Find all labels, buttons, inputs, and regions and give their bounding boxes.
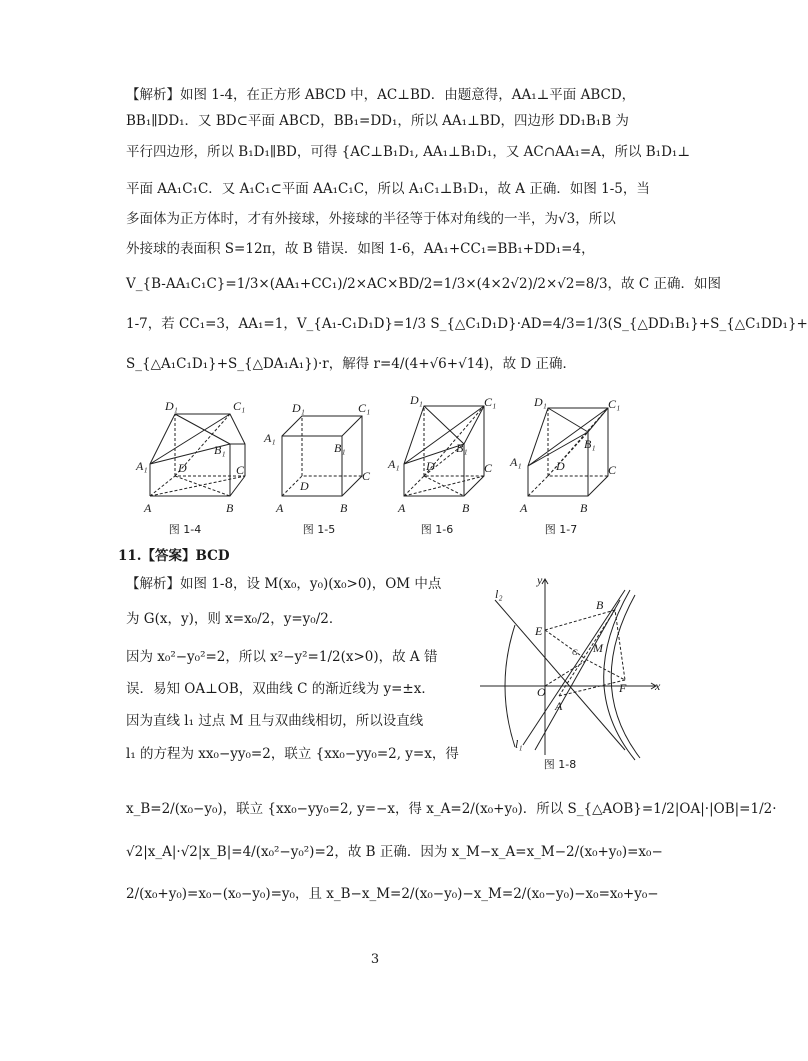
point-label: G (572, 648, 578, 657)
figure-caption: 图 1-8 (543, 758, 577, 771)
figure-caption: 图 1-4 (168, 523, 202, 536)
text-line: V_{B-AA₁C₁C}=1/3×(AA₁+CC₁)/2×AC×BD/2=1/3×(4×2√2)/2×√2=8/3，故 C 正确．如图 (126, 276, 721, 292)
vertex-label: C₁ (484, 395, 497, 409)
vertex-label: C (362, 469, 371, 483)
figure-caption: 图 1-6 (420, 523, 454, 536)
vertex-label: D (178, 461, 187, 475)
text-line: l₁ 的方程为 xx₀−yy₀=2，联立 {xx₀−yy₀=2, y=x，得 (126, 746, 459, 762)
point-label: A (555, 699, 563, 713)
text-line: S_{△A₁C₁D₁}+S_{△DA₁A₁})·r，解得 r=4/(4+√6+√14)，故 D 正确． (126, 356, 577, 372)
text-line: √2|x_A|·√2|x_B|=4/(x₀²−y₀²)=2，故 B 正确．因为 x_M−x_A=x_M−2/(x₀+y₀)=x₀− (126, 844, 663, 860)
vertex-label: C (608, 463, 617, 477)
text-line: BB₁∥DD₁．又 BD⊂平面 ABCD，BB₁=DD₁，所以 AA₁⊥BD，四边形 DD₁B₁B 为 (126, 113, 629, 129)
text-line: 【解析】如图 1-4，在正方形 ABCD 中，AC⊥BD．由题意得，AA₁⊥平面 ABCD， (126, 87, 636, 103)
vertex-label: B (340, 501, 348, 515)
text-line: 因为直线 l₁ 过点 M 且与双曲线相切，所以设直线 (126, 713, 424, 729)
line-label: l₂ (495, 587, 503, 601)
vertex-label: D (300, 479, 309, 493)
vertex-label: D₁ (410, 393, 423, 407)
vertex-label: B (580, 501, 588, 515)
vertex-label: A (144, 501, 152, 515)
vertex-label: A₁ (136, 459, 148, 473)
figure-1-6 (384, 393, 504, 536)
point-label: F (619, 681, 627, 695)
answer-line: 11.【答案】BCD (118, 548, 230, 564)
text-line: x_B=2/(x₀−y₀)，联立 {xx₀−yy₀=2, y=−x，得 x_A=2/(x₀+y₀)．所以 S_{△AOB}=1/2|OA|·|OB|=1/2· (126, 801, 777, 817)
text-line: 平行四边形，所以 B₁D₁∥BD，可得 {AC⊥B₁D₁, AA₁⊥B₁D₁，又 AC∩AA₁=A，所以 B₁D₁⊥ (126, 144, 691, 160)
vertex-label: C (484, 461, 493, 475)
vertex-label: A (276, 501, 284, 515)
figure-caption: 图 1-7 (544, 523, 578, 536)
text-line: 因为 x₀²−y₀²=2，所以 x²−y²=1/2(x>0)，故 A 错 (126, 649, 438, 665)
vertex-label: D (426, 459, 435, 473)
vertex-label: C₁ (358, 401, 371, 415)
text-line: 1-7，若 CC₁=3，AA₁=1，V_{A₁-C₁D₁D}=1/3 S_{△C₁D₁D}·AD=4/3=1/3(S_{△DD₁B₁}+S_{△C₁DD₁}+ (126, 316, 808, 332)
text-line: 外接球的表面积 S=12π，故 B 错误．如图 1-6，AA₁+CC₁=BB₁+DD₁=4， (126, 241, 595, 257)
figure-caption: 图 1-5 (302, 523, 336, 536)
vertex-label: A (520, 501, 528, 515)
figure-1-7 (508, 394, 628, 536)
figure-1-5 (262, 394, 382, 536)
vertex-label: C (236, 463, 245, 477)
point-label: B (596, 598, 604, 612)
figure-1-8 (475, 570, 665, 770)
point-label: O (537, 685, 546, 699)
vertex-label: A₁ (388, 457, 400, 471)
vertex-label: A₁ (510, 455, 522, 469)
vertex-label: B₁ (334, 441, 346, 455)
vertex-label: C₁ (233, 399, 246, 413)
vertex-label: B (462, 501, 470, 515)
text-line: 【解析】如图 1-8，设 M(x₀，y₀)(x₀>0)，OM 中点 (126, 576, 442, 592)
text-line: 误．易知 OA⊥OB，双曲线 C 的渐近线为 y=±x． (126, 681, 435, 697)
point-label: M (593, 641, 603, 655)
vertex-label: C₁ (608, 397, 621, 411)
line-label: l₁ (515, 737, 523, 751)
vertex-label: B (226, 501, 234, 515)
vertex-label: B₁ (584, 437, 596, 451)
figure-1-4 (130, 394, 250, 536)
vertex-label: A (398, 501, 406, 515)
vertex-label: A₁ (264, 431, 276, 445)
vertex-label: D₁ (165, 399, 178, 413)
vertex-label: B₁ (214, 443, 226, 457)
text-line: 平面 AA₁C₁C．又 A₁C₁⊂平面 AA₁C₁C，所以 A₁C₁⊥B₁D₁，故 A 正确．如图 1-5，当 (126, 181, 650, 197)
axis-label: x (655, 679, 661, 693)
point-label: E (535, 624, 543, 638)
text-line: 多面体为正方体时，才有外接球，外接球的半径等于体对角线的一半，为√3，所以 (126, 211, 616, 227)
vertex-label: B₁ (456, 441, 468, 455)
vertex-label: D₁ (534, 395, 547, 409)
text-line: 为 G(x，y)，则 x=x₀/2，y=y₀/2． (126, 611, 343, 627)
text-line: 2/(x₀+y₀)=x₀−(x₀−y₀)=y₀，且 x_B−x_M=2/(x₀−y₀)−x_M=2/(x₀−y₀)−x₀=x₀+y₀− (126, 886, 659, 902)
axis-label: y (537, 573, 543, 587)
vertex-label: D₁ (292, 401, 305, 415)
page-number: 3 (370, 952, 380, 967)
vertex-label: D (556, 459, 565, 473)
